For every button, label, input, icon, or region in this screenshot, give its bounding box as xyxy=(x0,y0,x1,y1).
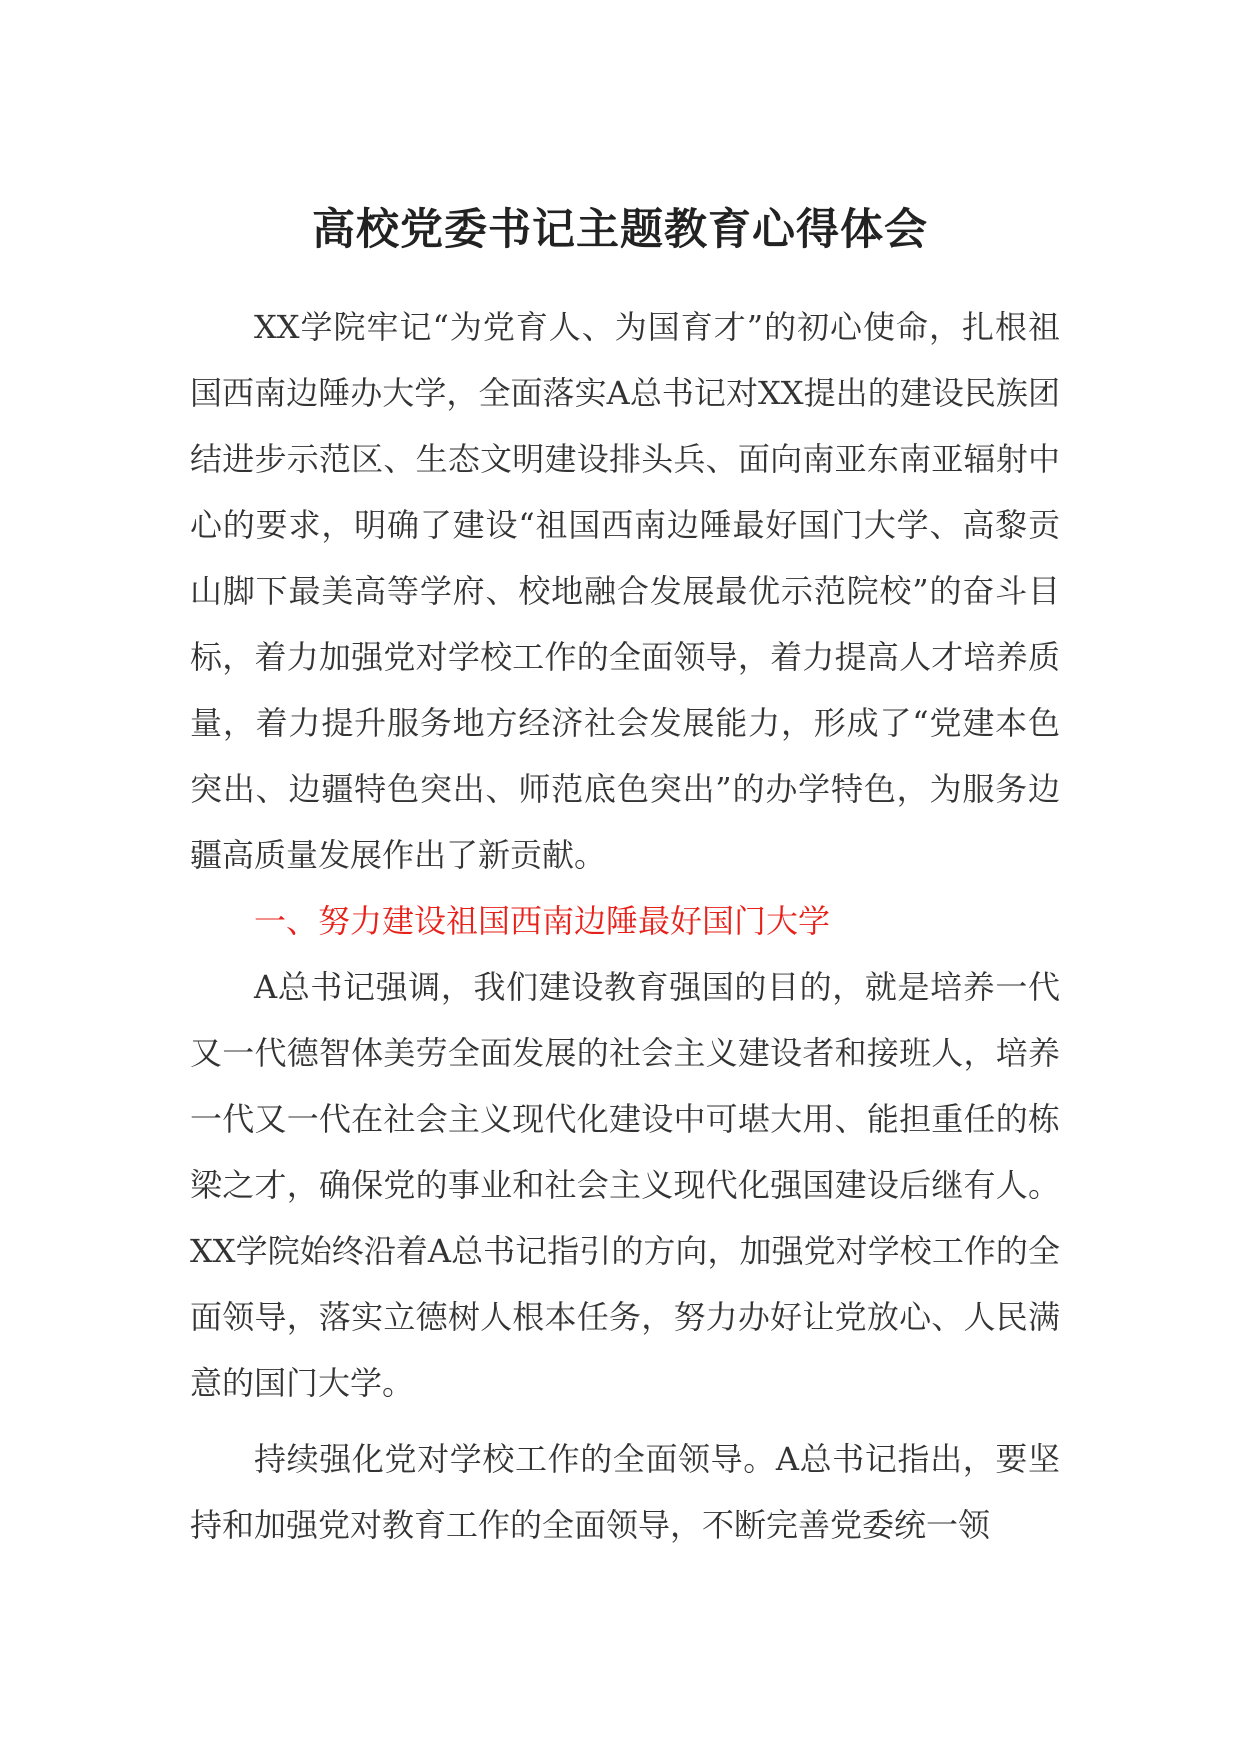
document-title: 高校党委书记主题教育心得体会 xyxy=(312,205,928,255)
section-1-paragraph-1: A总书记强调，我们建设教育强国的目的，就是培养一代又一代德智体美劳全面发展的社会主义建设者和接班人，培养一代又一代在社会主义现代化建设中可堪大用、能担重任的栋梁之才，确保党的事业和社会主义现代化强国建设后继有人。XX学院始终沿着A总书记指引的方向，加强党对学校工作的全面领导，落实立德树人根本任务，努力办好让党放心、人民满意的国门大学。 xyxy=(190,968,1060,1402)
section-1-paragraph-2: 持续强化党对学校工作的全面领导。A总书记指出，要坚持和加强党对教育工作的全面领导，不断完善党委统一领 xyxy=(190,1440,1060,1544)
intro-paragraph: XX学院牢记“为党育人、为国育才”的初心使命，扎根祖国西南边陲办大学，全面落实A总书记对XX提出的建设民族团结进步示范区、生态文明建设排头兵、面向南亚东南亚辐射中心的要求，明确了建设“祖国西南边陲最好国门大学、高黎贡山脚下最美高等学府、校地融合发展最优示范院校”的奋斗目标，着力加强党对学校工作的全面领导，着力提高人才培养质量，着力提升服务地方经济社会发展能力，形成了“党建本色突出、边疆特色突出、师范底色突出”的办学特色，为服务边疆高质量发展作出了新贡献。 xyxy=(190,308,1060,874)
section-heading-1: 一、努力建设祖国西南边陲最好国门大学 xyxy=(254,902,831,940)
document-body xyxy=(190,294,1060,1558)
